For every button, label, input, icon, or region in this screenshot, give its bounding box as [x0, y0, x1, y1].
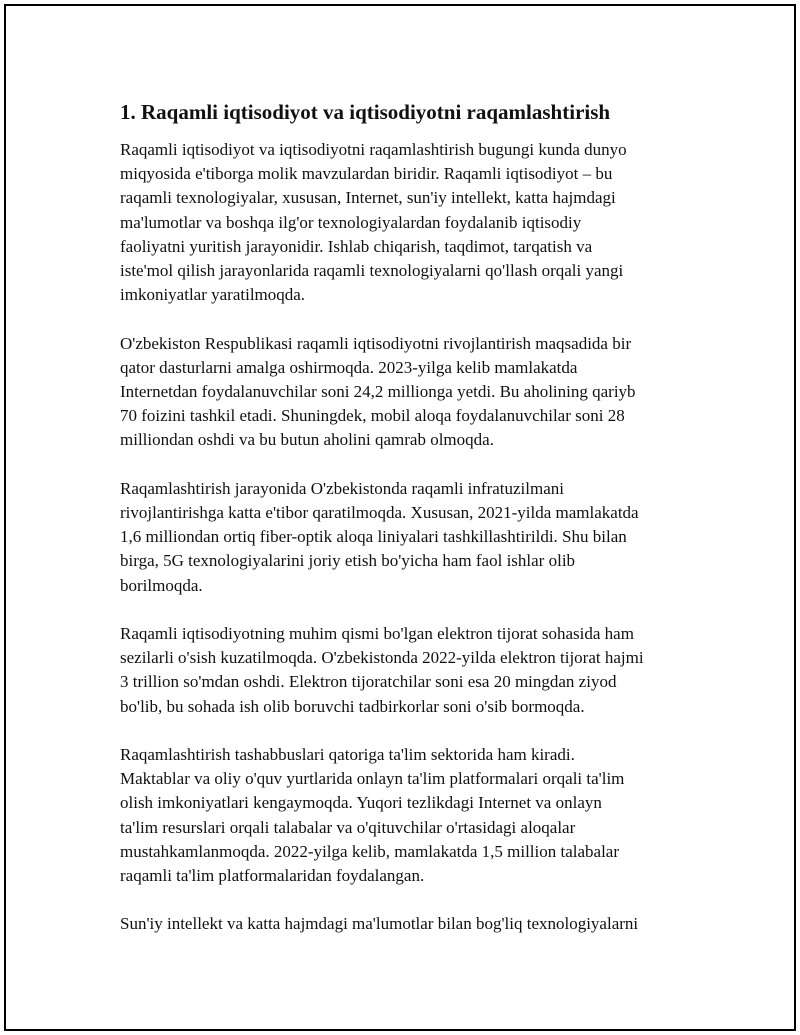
- text-line: Sun'iy intellekt va katta hajmdagi ma'lumotlar bilan bog'liq texnologiyalarni: [120, 914, 639, 934]
- paragraph: [120, 912, 700, 936]
- paragraph: [120, 138, 700, 307]
- text-line: faoliyatni yuritish jarayonidir. Ishlab chiqarish, taqdimot, tarqatish va: [120, 236, 593, 256]
- text-line: ta'lim resurslari orqali talabalar va o'qituvchilar o'rtasidagi aloqalar: [120, 817, 576, 837]
- text-line: Maktablar va oliy o'quv yurtlarida onlayn ta'lim platformalari orqali ta'lim: [120, 769, 625, 789]
- text-line: Raqamlashtirish jarayonida O'zbekistonda raqamli infratuzilmani: [120, 478, 564, 498]
- text-line: iste'mol qilish jarayonlarida raqamli texnologiyalarni qo'llash orqali yangi: [120, 261, 624, 281]
- text-line: Raqamli iqtisodiyotning muhim qismi bo'lgan elektron tijorat sohasida ham: [120, 624, 634, 644]
- text-line: rivojlantirishga katta e'tibor qaratilmoqda. Xususan, 2021-yilda mamlakatda: [120, 503, 639, 523]
- paragraph: [120, 622, 700, 719]
- text-line: birga, 5G texnologiyalarini joriy etish bo'yicha ham faol ishlar olib: [120, 551, 576, 571]
- paragraph-list: [120, 138, 700, 937]
- text-line: Internetdan foydalanuvchilar soni 24,2 millionga yetdi. Bu aholining qariyb: [120, 382, 636, 402]
- page-frame: [4, 4, 796, 1031]
- text-line: ma'lumotlar va boshqa ilg'or texnologiyalardan foydalanib iqtisodiy: [120, 212, 582, 232]
- text-line: borilmoqda.: [120, 575, 203, 595]
- text-line: 70 foizini tashkil etadi. Shuningdek, mobil aloqa foydalanuvchilar soni 28: [120, 406, 625, 426]
- paragraph: [120, 332, 700, 453]
- text-line: imkoniyatlar yaratilmoqda.: [120, 285, 306, 305]
- text-line: 1,6 milliondan ortiq fiber-optik aloqa liniyalari tashkillashtirildi. Shu bilan: [120, 527, 627, 547]
- text-line: bo'lib, bu sohada ish olib boruvchi tadbirkorlar soni o'sib bormoqda.: [120, 696, 585, 716]
- section-heading: 1. Raqamli iqtisodiyot va iqtisodiyotni raqamlashtirish: [120, 100, 611, 124]
- paragraph: [120, 477, 700, 598]
- text-line: sezilarli o'sish kuzatilmoqda. O'zbekistonda 2022-yilda elektron tijorat hajmi: [120, 648, 644, 668]
- text-line: raqamli ta'lim platformalaridan foydalangan.: [120, 866, 425, 886]
- text-line: 3 trillion so'mdan oshdi. Elektron tijoratchilar soni esa 20 mingdan ziyod: [120, 672, 617, 692]
- text-line: raqamli texnologiyalar, xususan, Internet, sun'iy intellekt, katta hajmdagi: [120, 188, 616, 208]
- paragraph: [120, 743, 700, 888]
- text-line: miqyosida e'tiborga molik mavzulardan biridir. Raqamli iqtisodiyot – bu: [120, 164, 613, 184]
- text-line: olish imkoniyatlari kengaymoqda. Yuqori tezlikdagi Internet va onlayn: [120, 793, 602, 813]
- text-line: mustahkamlanmoqda. 2022-yilga kelib, mamlakatda 1,5 million talabalar: [120, 841, 620, 861]
- text-line: milliondan oshdi va bu butun aholini qamrab olmoqda.: [120, 430, 494, 450]
- document-body: [120, 98, 700, 961]
- text-line: O'zbekiston Respublikasi raqamli iqtisodiyotni rivojlantirish maqsadida bir: [120, 333, 632, 353]
- text-line: Raqamli iqtisodiyot va iqtisodiyotni raqamlashtirish bugungi kunda dunyo: [120, 140, 627, 159]
- text-line: Raqamlashtirish tashabbuslari qatoriga ta'lim sektorida ham kiradi.: [120, 745, 575, 765]
- text-line: qator dasturlarni amalga oshirmoqda. 2023-yilga kelib mamlakatda: [120, 357, 578, 377]
